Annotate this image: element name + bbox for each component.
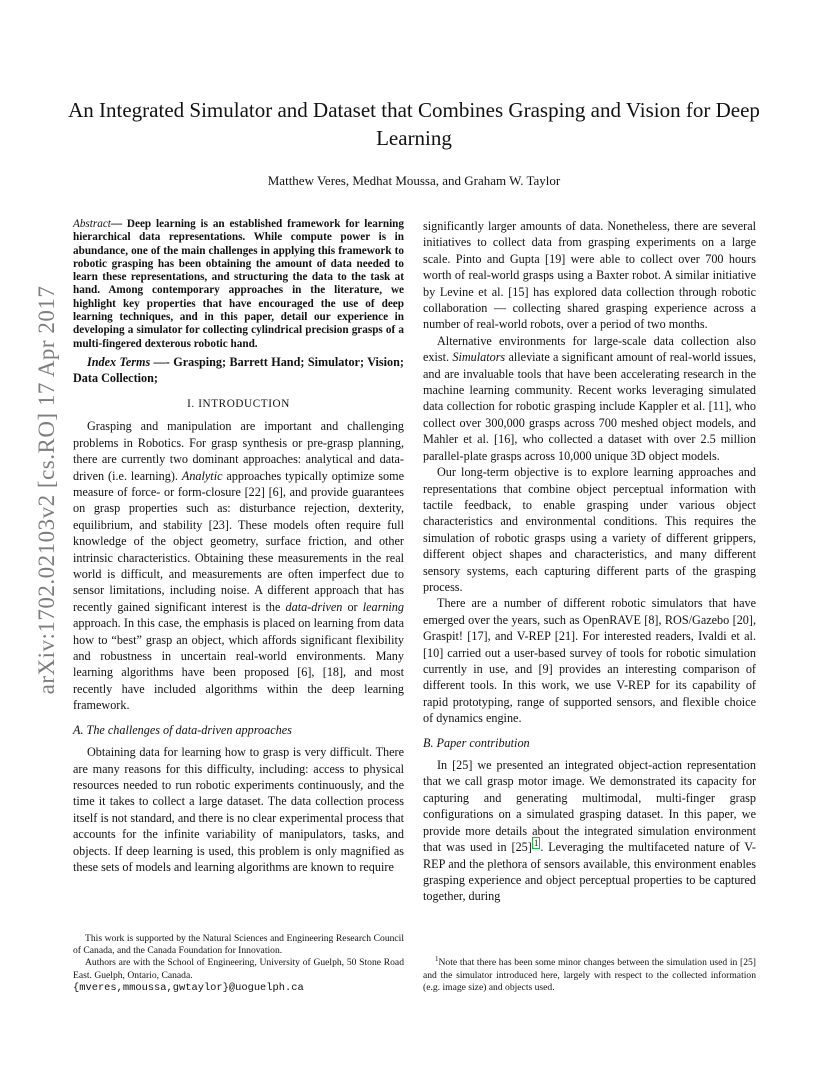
right-paragraph-4: There are a number of different robotic simulators that have emerged over the years, such as OpenRAVE [8], ROS/Gazebo [20], Graspit! [17], and V-REP [21]. For interested readers, Ivaldi et al. [10] carried out a user-based survey of tools for robotic simulation currently in use, and [9] provides an interesting comparison of different tools. In this work, we use V-REP for its capability of rapid prototyping, range of supported sensors, and flexible choice of dynamics engine.	[423, 596, 756, 726]
subsection-heading-b: B. Paper contribution	[423, 735, 530, 750]
text-run: approaches typically optimize some measure of force- or form-closure [22] [6], and provide guarantees on grasp properties such as: disturbance rejection, dexterity, equilibrium, and stability [23]. These models often require full knowledge of the object geometry, surface friction, and other intrinsic characteristics. Obtaining these measurements in the real world is difficult, and measurements are often imperfect due to sensor limitations, including noise. A different approach that has recently gained significant interest is the	[73, 468, 404, 614]
footnote-1	[423, 953, 756, 995]
abstract	[73, 218, 404, 351]
text-run: Note that there has been some minor changes between the simulation used in [25] and the simulator introduced here, largely with respect to the collected information (e.g. image size) and objects used.	[423, 957, 756, 994]
emphasis-data-driven: data-driven	[285, 599, 343, 614]
right-paragraph-2	[423, 333, 756, 464]
text-run: . Leveraging the multifaceted nature of V-REP and the plethora of sensors available, this environment enables grasping experience and object perceptual properties to be captured together, during	[423, 840, 756, 904]
index-terms-text: —- Grasping; Barrett Hand; Simulator; Vision; Data Collection;	[73, 354, 404, 385]
footnote-1-text	[423, 953, 756, 995]
subsection-b-paragraph-1	[423, 757, 756, 905]
abstract-text: — Deep learning is an established framework for learning hierarchical data representations. While compute power is in abundance, one of the main challenges in applying this framework to robotic grasping has been obtaining the amount of data needed to learn these representations, and structuring the data to the task at hand. Among contemporary approaches in the literature, we highlight key properties that have encouraged the use of deep learning techniques, and in this paper, detail our experience in developing a simulator for collecting cylindrical precision grasps of a multi-fingered dexterous robotic hand.	[73, 218, 404, 350]
abstract-label: Abstract	[73, 218, 111, 230]
arxiv-identifier-text: arXiv:1702.02103v2 [cs.RO] 17 Apr 2017	[34, 285, 59, 695]
text-run: or	[342, 599, 363, 614]
right-column	[423, 218, 756, 905]
text-run: Grasping and manipulation are important and challenging problems in Robotics. For grasp synthesis or pre-grasp planning, there are currently two dominant approaches: analytical and data-driven (i.e. learning).	[73, 419, 404, 483]
section-heading-introduction: I. INTRODUCTION	[187, 397, 290, 410]
footnote-authors: Authors are with the School of Engineering, University of Guelph, 50 Stone Road East. Guelph, Ontario, Canada.	[73, 957, 404, 981]
index-terms-label: Index Terms	[87, 354, 151, 369]
footnote-support: This work is supported by the Natural Sciences and Engineering Research Council of Canada, and the Canada Foundation for Innovation.	[73, 933, 404, 957]
text-run: alleviate a significant amount of real-world issues, and are invaluable tools that have been accelerating research in the machine learning community. Recent works leveraging simulated data collection for robotic grasping include Kappler et al. [11], who collect over 300,000 grasps across 700 meshed object models, and Mahler et al. [16], who collected a dataset with over 2.5 million parallel-plate grasps across 10,000 unique 3D object models.	[423, 350, 756, 463]
emphasis-simulators: Simulators	[452, 350, 506, 365]
footnote-affiliation	[73, 933, 404, 994]
subsection-heading-a: A. The challenges of data-driven approaches	[73, 722, 292, 737]
index-terms	[73, 354, 404, 386]
text-run: Alternative environments for large-scale data collection also exist.	[423, 333, 756, 365]
emphasis-analytic: Analytic	[181, 468, 223, 483]
author-list: Matthew Veres, Medhat Moussa, and Graham W. Taylor	[267, 173, 561, 188]
emphasis-learning: learning	[362, 599, 404, 614]
author-emails: {mveres,mmoussa,gwtaylor}@uoguelph.ca	[73, 981, 304, 994]
subsection-a-paragraph-1: Obtaining data for learning how to grasp is very difficult. There are many reasons for this difficulty, including: access to physical resources needed to run robotic experiments continuously, and the time it takes to collect a large dataset. The data collection process itself is not standard, and there is no clear experimental process that accounts for the infinite variability of manipulators, tasks, and objects. If deep learning is used, this problem is only magnified as these sets of models and learning algorithms are known to require	[73, 745, 404, 874]
right-paragraph-3: Our long-term objective is to explore learning approaches and representations that combine object perceptual information with tactile feedback, to enable grasping under various object characteristics and environmental conditions. This requires the simulation of robotic grasps using a variety of different grippers, different object shapes and characteristics, and many different sensory systems, each capturing different parts of the grasping process.	[423, 465, 756, 594]
left-column	[73, 218, 404, 875]
right-paragraph-1: significantly larger amounts of data. Nonetheless, there are several initiatives to collect data from grasping experiments on a large scale. Pinto and Gupta [19] were able to collect over 700 hours worth of real-world grasps using a Baxter robot. A similar initiative by Levine et al. [15] has explored data collection through robotic collaboration — collecting shared grasping experience across a number of real-world robots, over a period of two months.	[423, 219, 756, 332]
text-run: approach. In this case, the emphasis is placed on learning from data how to “best” grasp an object, which affords significant flexibility and robustness in uncertain real-world environments. Many learning algorithms have been proposed [6], [18], and most recently have included algorithms within the deep learning framework.	[73, 616, 404, 713]
text-run: In [25] we presented an integrated object-action representation that we call grasp motor image. We demonstrated its capacity for capturing and generating multimodal, multi-finger grasp configurations on a simulated grasping dataset. In this paper, we provide more details about the integrated simulation environment that was used in [25]	[423, 758, 756, 855]
footnote-1-mark: 1	[435, 955, 439, 963]
paper-title: An Integrated Simulator and Dataset that Combines Grasping and Vision for Deep Learning	[68, 98, 760, 150]
footnote-link[interactable]: 1	[533, 838, 539, 849]
intro-paragraph-1	[73, 418, 404, 713]
